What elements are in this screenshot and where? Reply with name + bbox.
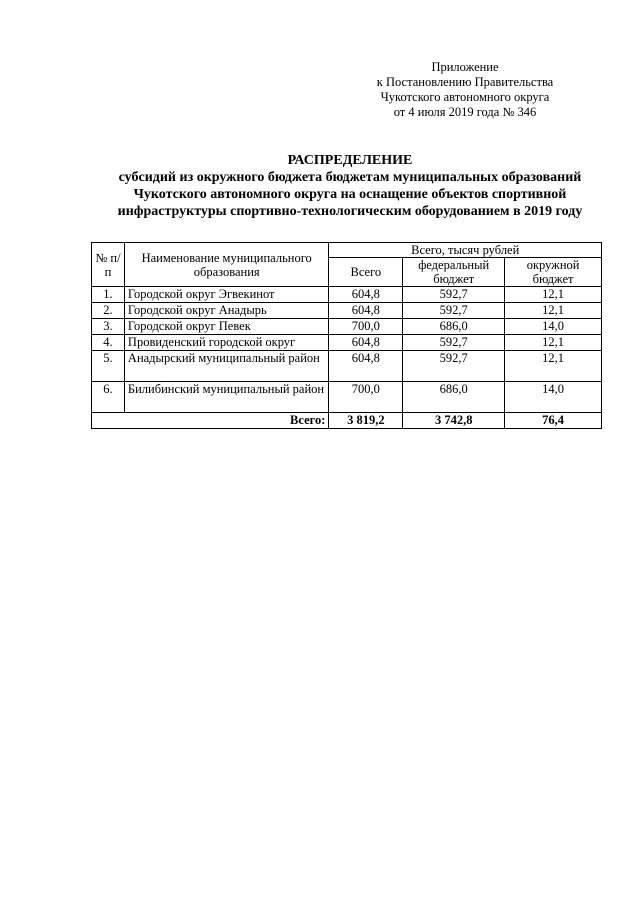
table-row <box>92 303 602 319</box>
row-num: 4. <box>92 335 125 351</box>
title-line-2: Чукотского автономного округа на оснащение объектов спортивной <box>133 187 567 202</box>
header-group: Всего, тысяч рублей <box>329 243 602 258</box>
appendix-line-2: к Постановлению Правительства <box>376 75 554 89</box>
row-num: 5. <box>92 351 125 382</box>
title-heading: РАСПРЕДЕЛЕНИЕ <box>287 153 413 168</box>
row-total: 700,0 <box>329 382 403 413</box>
totals-row <box>92 413 602 429</box>
row-num: 2. <box>92 303 125 319</box>
row-regional: 14,0 <box>505 319 602 335</box>
title-line-3: инфраструктуры спортивно-технологическим оборудованием в 2019 году <box>117 204 583 219</box>
header-row-1 <box>92 243 602 258</box>
table-row <box>92 351 602 382</box>
title-line-1: субсидий из окружного бюджета бюджетам муниципальных образований <box>118 170 582 185</box>
table-row <box>92 382 602 413</box>
row-federal: 686,0 <box>403 382 505 413</box>
row-federal: 592,7 <box>403 303 505 319</box>
totals-regional: 76,4 <box>505 413 602 429</box>
appendix-line-3: Чукотского автономного округа <box>380 90 550 104</box>
row-federal: 592,7 <box>403 335 505 351</box>
row-regional: 12,1 <box>505 335 602 351</box>
totals-total: 3 819,2 <box>329 413 403 429</box>
totals-federal: 3 742,8 <box>403 413 505 429</box>
row-name: Городской округ Певек <box>124 319 329 335</box>
header-regional: окружной бюджет <box>505 258 602 287</box>
row-total: 604,8 <box>329 335 403 351</box>
row-num: 3. <box>92 319 125 335</box>
row-total: 700,0 <box>329 319 403 335</box>
row-regional: 12,1 <box>505 287 602 303</box>
distribution-table <box>91 242 602 429</box>
header-name: Наименование муниципального образования <box>124 243 329 287</box>
header-total: Всего <box>329 258 403 287</box>
row-name: Городской округ Анадырь <box>124 303 329 319</box>
row-regional: 12,1 <box>505 303 602 319</box>
row-name: Провиденский городской округ <box>124 335 329 351</box>
totals-label: Всего: <box>92 413 329 429</box>
table-row <box>92 335 602 351</box>
document-title <box>70 152 630 220</box>
row-name: Анадырский муниципальный район <box>124 351 329 382</box>
table-row <box>92 319 602 335</box>
row-federal: 592,7 <box>403 351 505 382</box>
row-name: Городской округ Эгвекинот <box>124 287 329 303</box>
header-federal: федеральный бюджет <box>403 258 505 287</box>
row-regional: 12,1 <box>505 351 602 382</box>
row-federal: 686,0 <box>403 319 505 335</box>
row-name: Билибинский муниципальный район <box>124 382 329 413</box>
table-row <box>92 287 602 303</box>
row-num: 1. <box>92 287 125 303</box>
row-total: 604,8 <box>329 287 403 303</box>
row-regional: 14,0 <box>505 382 602 413</box>
row-federal: 592,7 <box>403 287 505 303</box>
appendix-line-4: от 4 июля 2019 года № 346 <box>393 105 537 119</box>
appendix-header <box>360 60 570 120</box>
header-num: № п/п <box>92 243 125 287</box>
appendix-line-1: Приложение <box>431 60 499 74</box>
row-total: 604,8 <box>329 303 403 319</box>
row-num: 6. <box>92 382 125 413</box>
row-total: 604,8 <box>329 351 403 382</box>
